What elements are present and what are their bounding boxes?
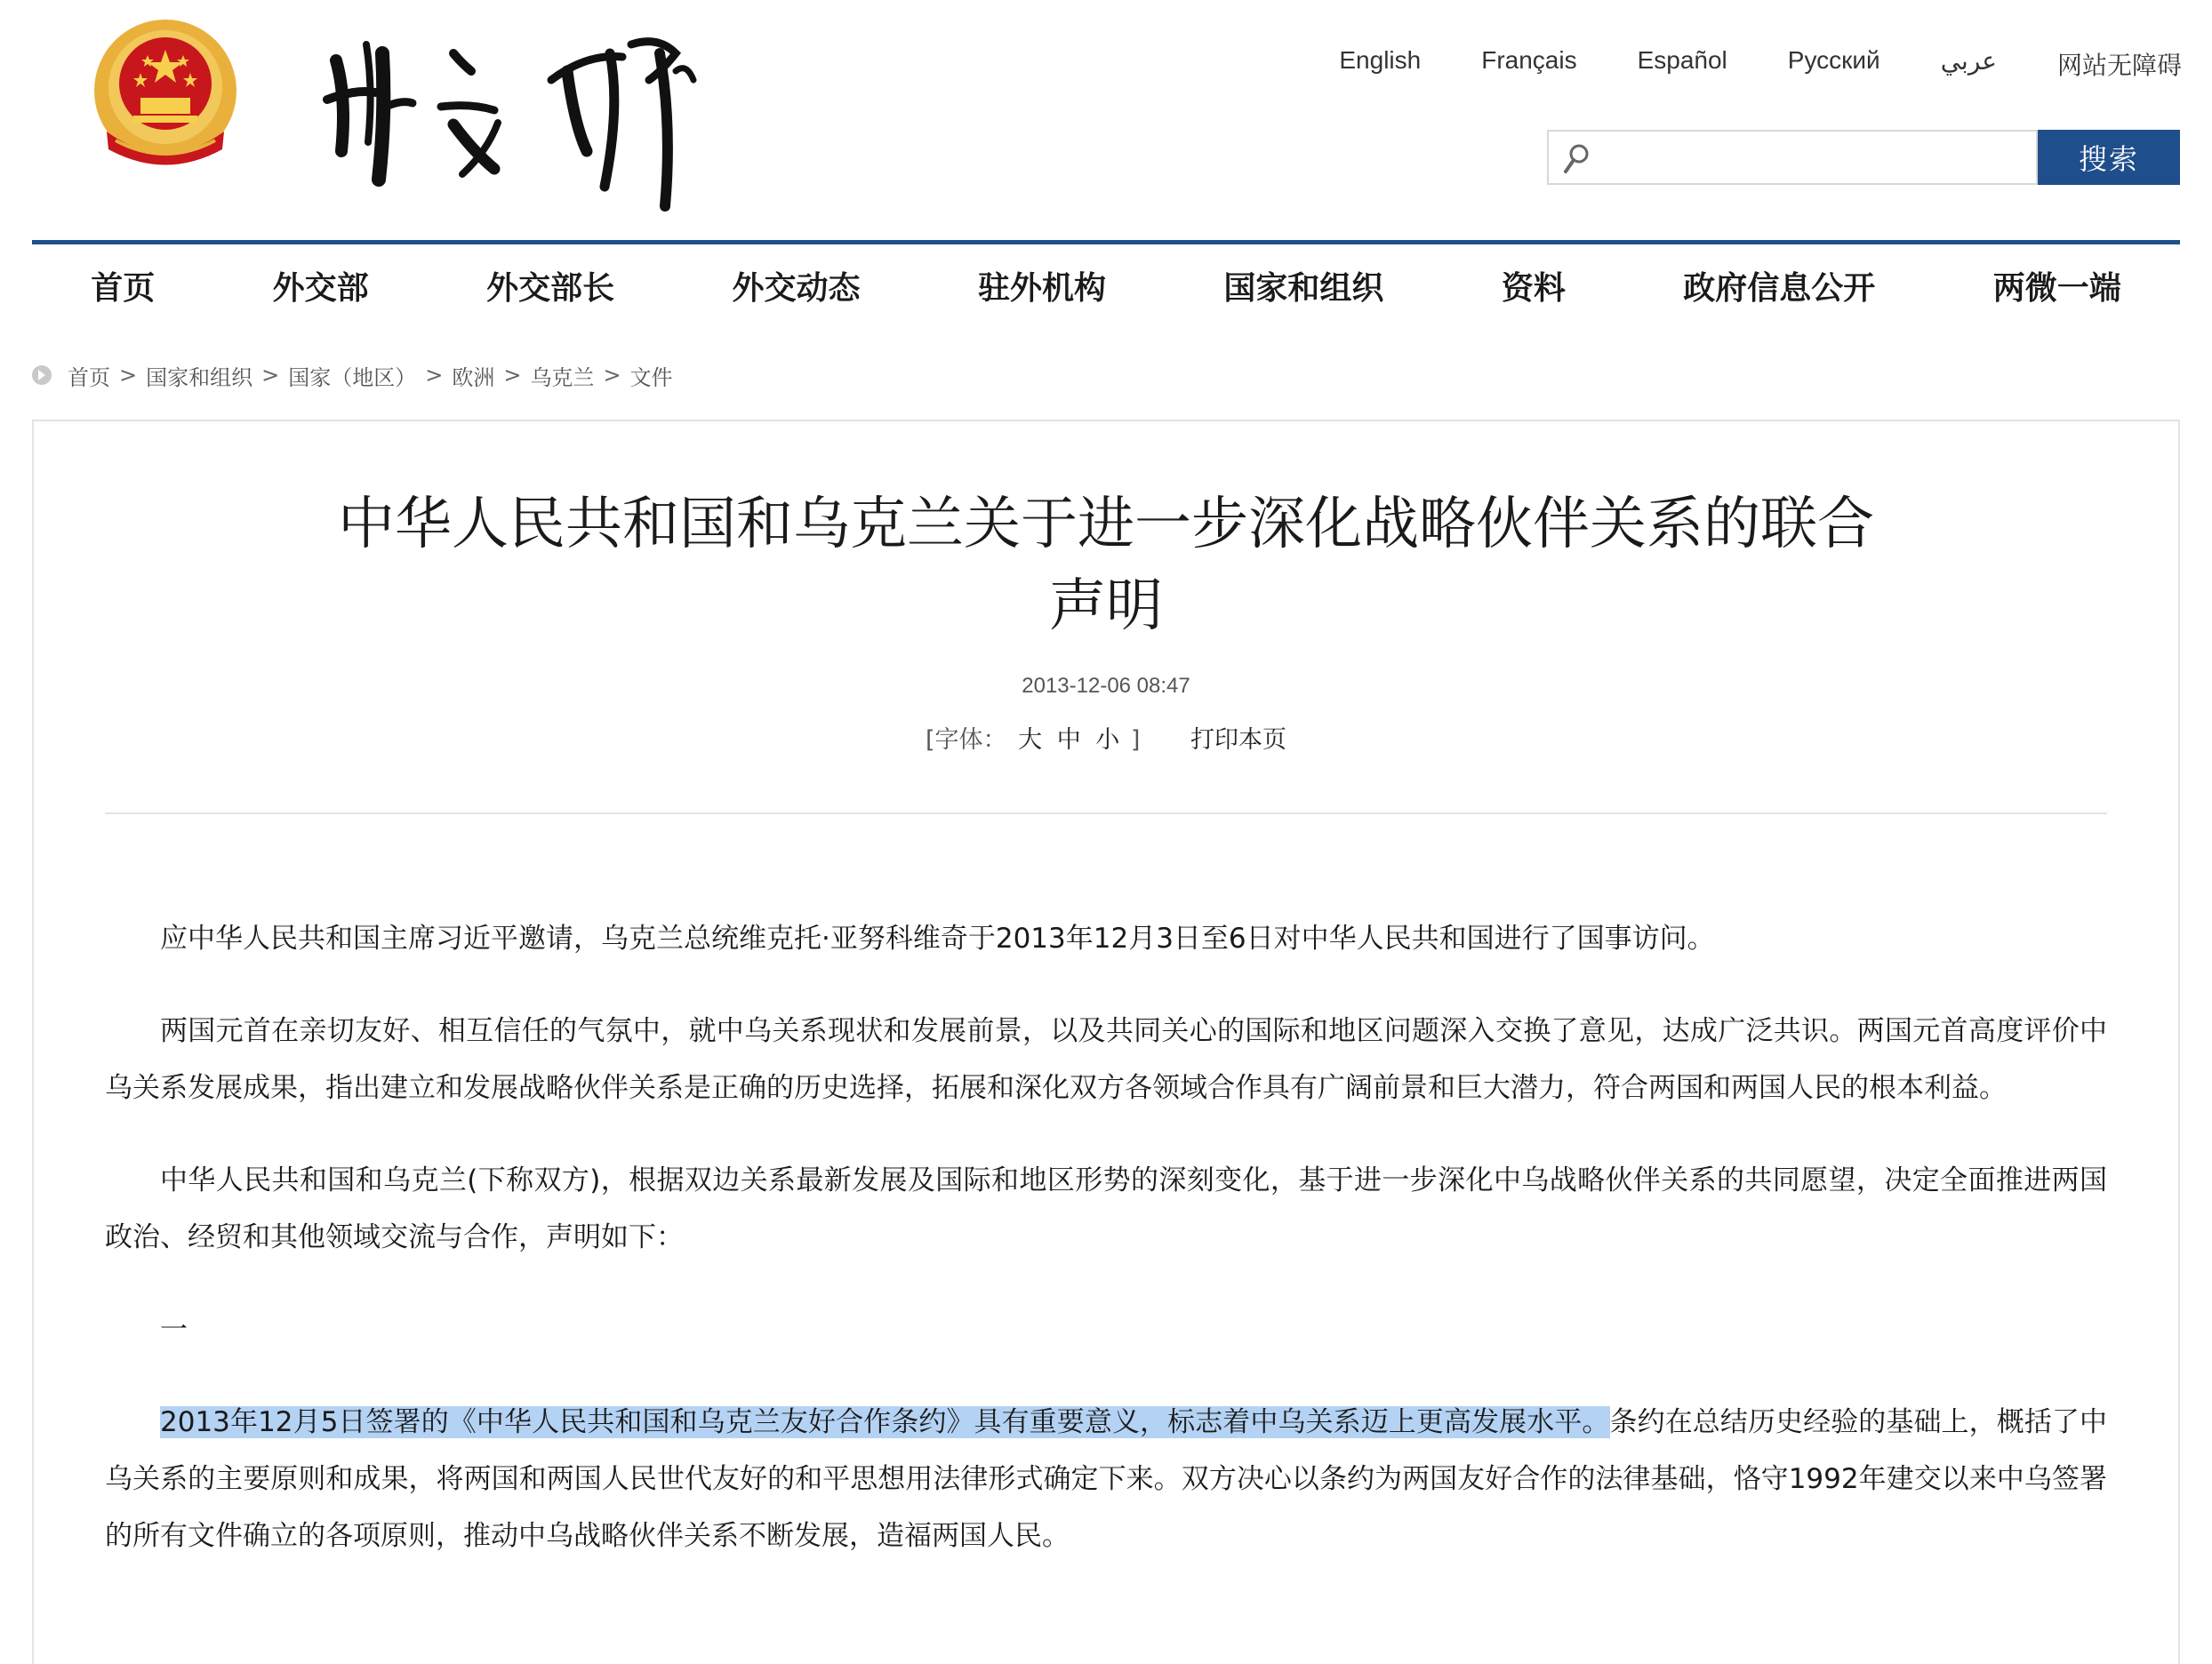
lang-arabic-link[interactable]: عربي xyxy=(1940,47,1997,75)
breadcrumb-separator: > xyxy=(261,363,280,388)
breadcrumb-documents[interactable]: 文件 xyxy=(629,364,673,390)
search-icon xyxy=(1561,142,1591,176)
nav-item-countries-orgs[interactable]: 国家和组织 xyxy=(1223,269,1384,307)
national-emblem-icon xyxy=(89,16,242,176)
search-button[interactable]: 搜索 xyxy=(2038,130,2180,185)
breadcrumb-ukraine[interactable]: 乌克兰 xyxy=(530,364,595,390)
search-box xyxy=(1547,130,2038,185)
nav-item-diplomatic-news[interactable]: 外交动态 xyxy=(732,269,861,307)
article-divider xyxy=(105,812,2107,814)
article-paragraph: 中华人民共和国和乌克兰(下称双方)，根据双边关系最新发展及国际和地区形势的深刻变化，基于进一步深化中乌战略伙伴关系的共同愿望，决定全面推进两国政治、经贸和其他领域交流与合作，声明如下： xyxy=(105,1164,2107,1253)
lang-english-link[interactable]: English xyxy=(1339,46,1422,74)
breadcrumb-separator: > xyxy=(503,363,522,388)
section-number: 一 xyxy=(160,1314,188,1346)
breadcrumb-arrow-icon xyxy=(32,365,52,385)
lang-russian-link[interactable]: Русский xyxy=(1787,46,1880,74)
breadcrumb xyxy=(32,357,673,393)
search-input[interactable] xyxy=(1600,135,2031,181)
font-size-medium-button[interactable]: 中 xyxy=(1056,726,1081,754)
nav-item-resources[interactable]: 资料 xyxy=(1501,269,1566,307)
nav-item-ministry[interactable]: 外交部 xyxy=(272,269,369,307)
article-paragraph: 应中华人民共和国主席习近平邀请，乌克兰总统维克托·亚努科维奇于2013年12月3日至6日对中华人民共和国进行了国事访问。 xyxy=(160,923,1715,955)
font-size-group xyxy=(926,726,1148,754)
lang-spanish-link[interactable]: Español xyxy=(1637,46,1727,74)
language-bar xyxy=(1278,46,2182,82)
article-title xyxy=(34,484,2178,647)
breadcrumb-separator: > xyxy=(603,363,621,388)
breadcrumb-europe[interactable]: 欧洲 xyxy=(452,364,495,390)
nav-item-missions-abroad[interactable]: 驻外机构 xyxy=(977,269,1106,307)
nav-item-home[interactable]: 首页 xyxy=(91,269,156,307)
breadcrumb-separator: > xyxy=(119,363,138,388)
font-size-label: [字体： xyxy=(925,726,1007,754)
font-size-label-close: ] xyxy=(1130,726,1141,754)
article-date: 2013-12-06 08:47 xyxy=(1022,674,1190,698)
article-body xyxy=(105,910,2107,1600)
article-paragraph: 两国元首在亲切友好、相互信任的气氛中，就中乌关系现状和发展前景，以及共同关心的国际和地区问题深入交换了意见，达成广泛共识。两国元首高度评价中乌关系发展成果，指出建立和发展战略伙伴关系是正确的历史选择，拓展和深化双方各领域合作具有广阔前景和巨大潜力，符合两国和两国人民的根本利益。 xyxy=(105,1015,2107,1104)
article-tools xyxy=(34,720,2178,755)
site-logo[interactable] xyxy=(320,18,729,222)
nav-item-gov-info[interactable]: 政府信息公开 xyxy=(1683,269,1876,307)
nav-item-social-media[interactable]: 两微一端 xyxy=(1992,269,2121,307)
header-divider xyxy=(32,240,2180,244)
breadcrumb-separator: > xyxy=(425,363,444,388)
main-nav xyxy=(32,249,2180,322)
article-panel xyxy=(32,420,2180,1664)
article-paragraph-rest: 条约在总结历史经验的基础上，概括了中乌关系的主要原则和成果，将两国和两国人民世代友好的和平思想用法律形式确定下来。双方决心以条约为两国友好合作的法律基础，恪守1992年建交以来中乌签署的所有文件确立的各项原则，推动中乌战略伙伴关系不断发展，造福两国人民。 xyxy=(105,1406,2107,1552)
font-size-small-button[interactable]: 小 xyxy=(1095,726,1120,754)
breadcrumb-countries[interactable]: 国家（地区） xyxy=(288,364,417,390)
article-paragraph xyxy=(105,1394,2107,1564)
breadcrumb-countries-orgs[interactable]: 国家和组织 xyxy=(146,364,253,390)
article-title-line: 声明 xyxy=(1049,573,1163,639)
breadcrumb-home[interactable]: 首页 xyxy=(68,364,110,390)
selected-text: 2013年12月5日签署的《中华人民共和国和乌克兰友好合作条约》具有重要意义，标志着中乌关系迈上更高发展水平。 xyxy=(160,1406,1610,1438)
print-page-button[interactable]: 打印本页 xyxy=(1190,726,1287,754)
font-size-large-button[interactable]: 大 xyxy=(1018,726,1043,754)
accessibility-link[interactable]: 网站无障碍 xyxy=(2056,52,2182,79)
nav-item-minister[interactable]: 外交部长 xyxy=(486,269,615,307)
article-title-line: 中华人民共和国和乌克兰关于进一步深化战略伙伴关系的联合 xyxy=(338,492,1874,557)
lang-french-link[interactable]: Français xyxy=(1481,46,1577,74)
